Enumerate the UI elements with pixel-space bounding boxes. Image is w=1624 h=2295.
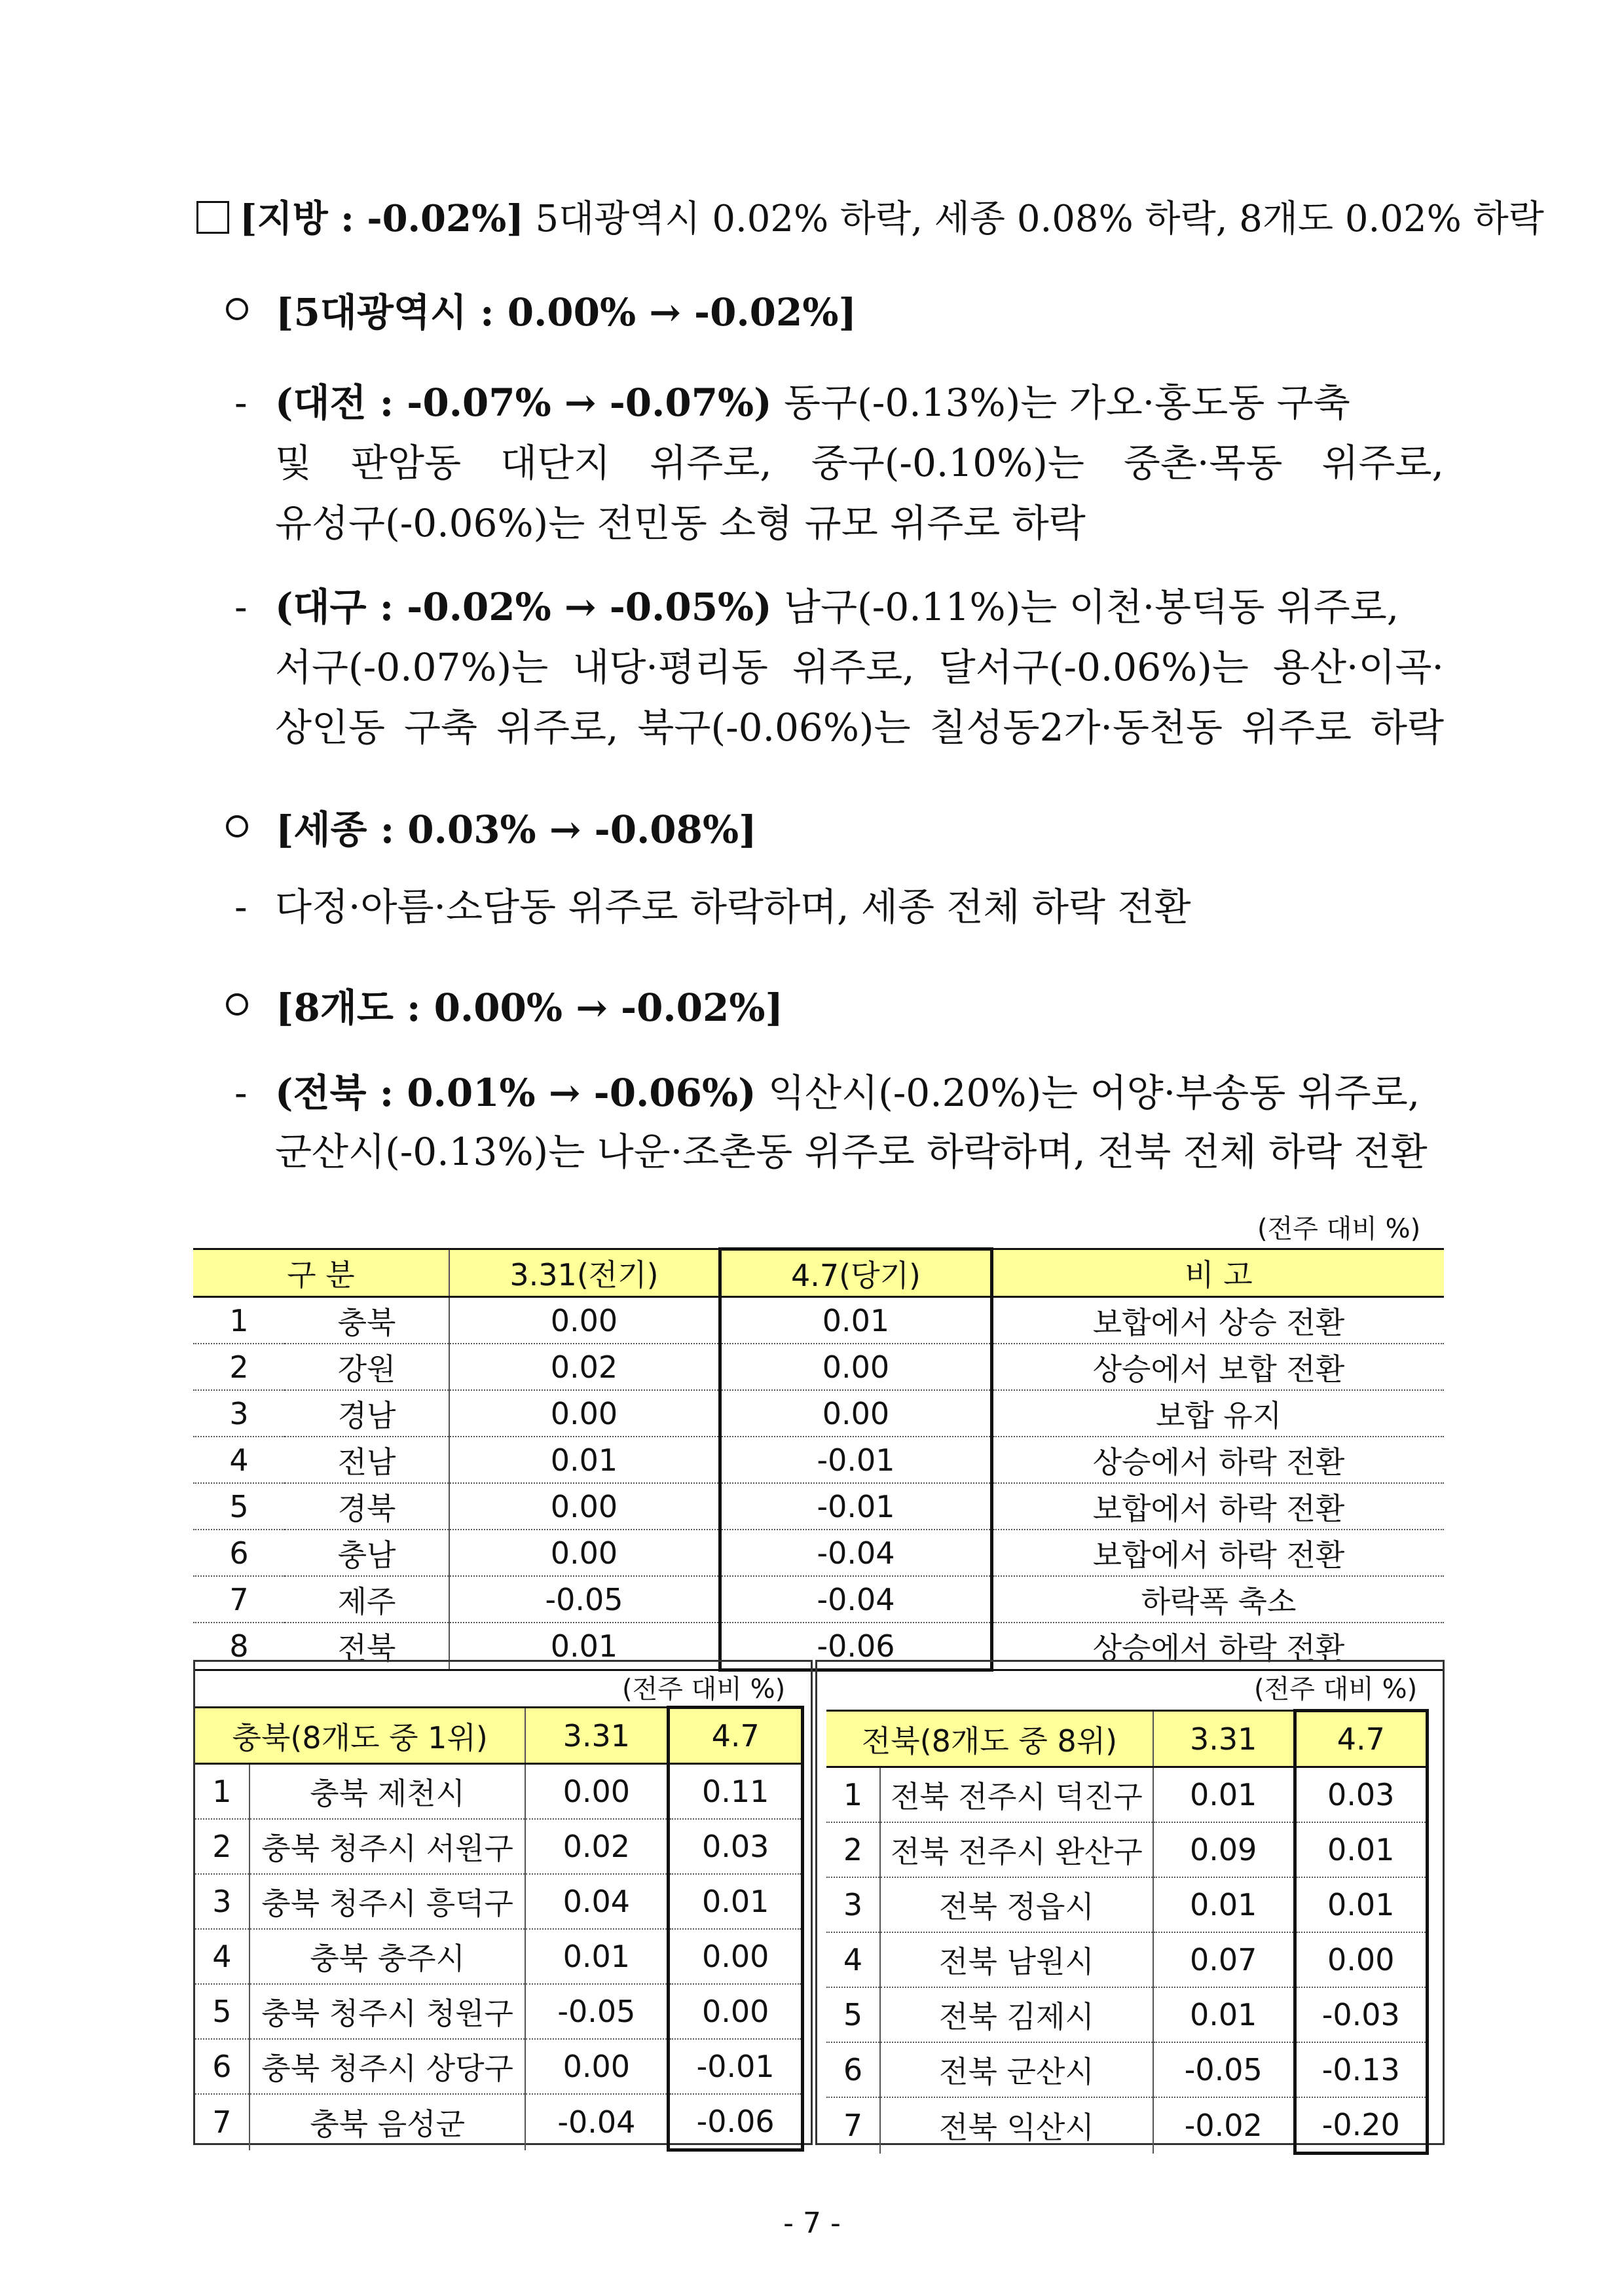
table-row: 7 충북 음성군 -0.04 -0.06 <box>195 2094 803 2150</box>
circle-bullet-icon <box>226 993 248 1016</box>
table-row: 7 제주 -0.05 -0.04 하락폭 축소 <box>193 1576 1444 1623</box>
province-table <box>193 1247 1444 1672</box>
header-current: 4.7(당기) <box>720 1249 992 1297</box>
table-row: 1 충북 0.00 0.01 보합에서 상승 전환 <box>193 1297 1444 1344</box>
table-row: 1 전북 전주시 덕진구 0.01 0.03 <box>826 1767 1428 1823</box>
table-row: 6 충북 청주시 상당구 0.00 -0.01 <box>195 2039 803 2094</box>
item-tag: (전북 : 0.01% → -0.06%) <box>275 1071 756 1115</box>
table-row: 5 전북 김제시 0.01 -0.03 <box>826 1987 1428 2042</box>
table-row: 4 충북 충주시 0.01 0.00 <box>195 1929 803 1984</box>
table-row: 6 충남 0.00 -0.04 보합에서 하락 전환 <box>193 1530 1444 1576</box>
item-jeonbuk-line2: 군산시(-0.13%)는 나운·조촌동 위주로 하락하며, 전북 전체 하락 전환 <box>275 1129 1428 1174</box>
table-row: 4 전북 남원시 0.07 0.00 <box>826 1932 1428 1987</box>
right-table-unit: (전주 대비 %) <box>1254 1674 1418 1704</box>
table-row: 3 경남 0.00 0.00 보합 유지 <box>193 1390 1444 1437</box>
table-row: 2 강원 0.02 0.00 상승에서 보합 전환 <box>193 1344 1444 1390</box>
table-row: 1 충북 제천시 0.00 0.11 <box>195 1764 803 1820</box>
chungbuk-table <box>195 1706 804 2152</box>
table-row: 2 충북 청주시 서원구 0.02 0.03 <box>195 1819 803 1874</box>
item-daegu-line3: 상인동 구축 위주로, 북구(-0.06%)는 칠성동2가·동천동 위주로 하락 <box>275 705 1444 750</box>
table-header-row <box>195 1708 803 1764</box>
item-daegu-line2: 서구(-0.07%)는 내당·평리동 위주로, 달서구(-0.06%)는 용산·이곡· <box>275 645 1444 689</box>
header-current: 4.7 <box>1295 1711 1427 1767</box>
header-prev: 3.31(전기) <box>449 1249 720 1297</box>
item-daejeon-line1: - (대전 : -0.07% → -0.07%) 동구(-0.13%)는 가오·홍도동 구축 <box>234 380 1350 425</box>
left-table-unit: (전주 대비 %) <box>622 1674 786 1704</box>
item-daegu-line1: - (대구 : -0.02% → -0.05%) 남구(-0.11%)는 이천·봉덕동 위주로, <box>234 585 1399 629</box>
subsection-title-metro: [5대광역시 : 0.00% → -0.02%] <box>226 282 857 337</box>
header-prev: 3.31 <box>525 1708 668 1764</box>
item-jeonbuk-line1: - (전북 : 0.01% → -0.06%) 익산시(-0.20%)는 어양·부송동 위주로, <box>234 1071 1420 1115</box>
jeonbuk-table <box>826 1709 1429 2155</box>
header-region: 전북(8개도 중 8위) <box>826 1711 1153 1767</box>
circle-bullet-icon <box>226 298 248 320</box>
item-tag: (대전 : -0.07% → -0.07%) <box>275 380 772 425</box>
item-tag: (대구 : -0.02% → -0.05%) <box>275 585 772 629</box>
heading-text: 5대광역시 0.02% 하락, 세종 0.08% 하락, 8개도 0.02% 하락 <box>535 198 1544 240</box>
table-row: 7 전북 익산시 -0.02 -0.20 <box>826 2097 1428 2154</box>
table-row: 2 전북 전주시 완산구 0.09 0.01 <box>826 1822 1428 1877</box>
table-row: 5 경북 0.00 -0.01 보합에서 하락 전환 <box>193 1483 1444 1530</box>
table-row: 6 전북 군산시 -0.05 -0.13 <box>826 2042 1428 2097</box>
header-note: 비 고 <box>992 1249 1445 1297</box>
table-row: 3 전북 정읍시 0.01 0.01 <box>826 1877 1428 1932</box>
item-sejong-line1: - 다정·아름·소담동 위주로 하락하며, 세종 전체 하락 전환 <box>234 885 1191 929</box>
checkbox-square-icon <box>196 201 229 234</box>
section-heading <box>196 190 1544 242</box>
page-number: - 7 - <box>783 2207 841 2240</box>
header-current: 4.7 <box>669 1708 803 1764</box>
header-prev: 3.31 <box>1153 1711 1295 1767</box>
item-daejeon-line3: 유성구(-0.06%)는 전민동 소형 규모 위주로 하락 <box>275 501 1086 545</box>
item-daejeon-line2: 및 판암동 대단지 위주로, 중구(-0.10%)는 중촌·목동 위주로, <box>275 441 1444 485</box>
subsection-title-sejong: [세종 : 0.03% → -0.08%] <box>226 799 757 854</box>
table-row: 3 충북 청주시 흥덕구 0.04 0.01 <box>195 1874 803 1929</box>
table-row: 5 충북 청주시 청원구 -0.05 0.00 <box>195 1984 803 2039</box>
table-header-row <box>193 1249 1444 1297</box>
heading-tag: [지방 : -0.02%] <box>240 197 524 240</box>
circle-bullet-icon <box>226 815 248 837</box>
main-table-unit: (전주 대비 %) <box>1257 1214 1421 1244</box>
header-region: 충북(8개도 중 1위) <box>195 1708 525 1764</box>
subsection-title-provinces: [8개도 : 0.00% → -0.02%] <box>226 977 783 1032</box>
header-category: 구 분 <box>193 1249 449 1297</box>
table-row: 4 전남 0.01 -0.01 상승에서 하락 전환 <box>193 1437 1444 1483</box>
table-row: 8 전북 0.01 -0.06 상승에서 하락 전환 <box>193 1623 1444 1670</box>
table-header-row <box>826 1711 1428 1767</box>
